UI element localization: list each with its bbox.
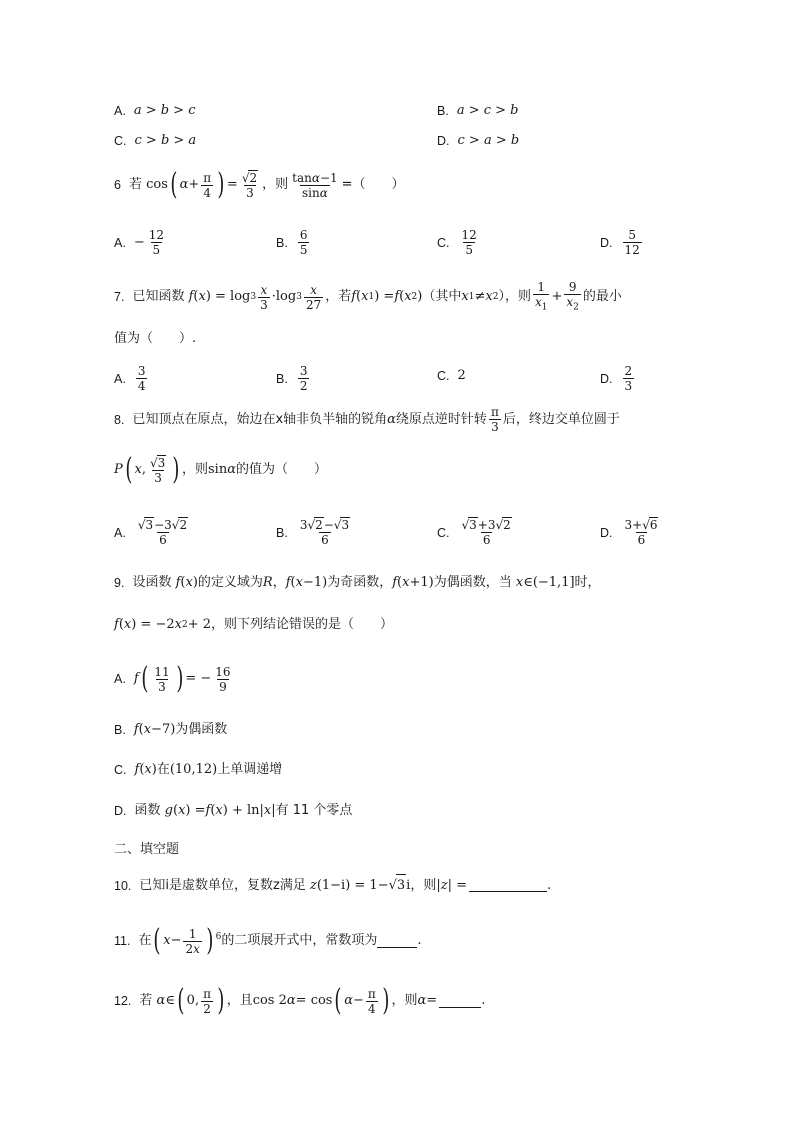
question-9: 9. 设函数 f ( x ) 的定义域为 R ， f ( x −1) 为奇函数， f ( x +1) 为偶函数，当 x ∈(−1,1] 时， — [114, 575, 601, 590]
question-8-cont: P ( x , $\frac{√3}{3}$ ) ，则 sin α 的值为（ ） — [114, 452, 327, 487]
question-8: 8. 已知顶点在原点，始边在x轴非负半轴的锐角 α 绕原点逆时针转 $\frac{\pi}{3}$ 后，终边交单位圆于 — [114, 405, 620, 434]
q11-answer-blank[interactable] — [377, 935, 417, 948]
question-11: 11. 在 ( x − $\frac{1}{2x}$ ) $^6$ 的二项展开式中，常数项为 . — [114, 923, 422, 958]
q6-option-b: B. $\frac{6}{5}$ — [276, 228, 308, 257]
q7-option-c: C. 2 — [437, 368, 466, 383]
question-7: 7. 已知函数 f ( x ) = log 3 $\frac{x}{3}$ ·log 3 $\frac{x}{27}$ ，若 f ( x 1 ) = f ( x 2 ) （其中 x 1 ≠ x 2 ），则 $\frac{1}{x_1}$ + $\frac{9}{x_2}$ 的最小 — [114, 280, 622, 313]
q8-option-a: A. $\frac{√3-3√2}{6}$ — [114, 518, 188, 547]
q6-option-d: D. $\frac{5}{12}$ — [600, 228, 640, 257]
q5-option-c: C. c > b > a — [114, 133, 197, 148]
q8-option-b: B. $\frac{3√2-√3}{6}$ — [276, 518, 350, 547]
question-9-cont: f ( x ) = −2 x 2 + 2 ，则下列结论错误的是（ ） — [114, 617, 394, 632]
q5-option-a: A. a > b > c — [114, 103, 196, 118]
q12-answer-blank[interactable] — [439, 995, 481, 1008]
q7-option-b: B. $\frac{3}{2}$ — [276, 364, 308, 393]
q9-option-c: C. f ( x ) 在 (10,12) 上单调递增 — [114, 762, 283, 777]
question-7-cont: 值为（ ）. — [114, 331, 197, 346]
q9-option-a: A. f ( $\frac{11}{3}$ ) = − $\frac{16}{9}$ — [114, 661, 231, 696]
q8-option-c: C. $\frac{√3+3√2}{6}$ — [437, 518, 511, 547]
question-10: 10. 已知i是虚数单位，复数z满足 z (1−i) = 1−√ 3 i ，则 | z | = . — [114, 874, 551, 897]
q5-option-d: D. c > a > b — [437, 133, 520, 148]
q9-option-b: B. f ( x −7) 为偶函数 — [114, 722, 228, 737]
section-title-fill-in: 二、填空题 — [114, 842, 180, 857]
q6-option-a: A. − $\frac{12}{5}$ — [114, 228, 164, 257]
question-12: 12. 若 α ∈ ( 0, $\frac{\pi}{2}$ ) ，且 cos 2 α = cos ( α − $\frac{\pi}{4}$ ) ，则 α = . — [114, 983, 486, 1018]
question-6: 6 若 cos ( α + $\frac{\pi}{4}$ ) = $\frac{√2}{3}$ ，则 $\frac{\tan\alpha-1}{\sin\alpha}$ =（ ） — [114, 167, 405, 202]
q10-answer-blank[interactable] — [469, 879, 547, 892]
q8-option-d: D. $\frac{3+√6}{6}$ — [600, 518, 658, 547]
q7-option-d: D. $\frac{2}{3}$ — [600, 364, 633, 393]
q9-option-d: D. 函数 g ( x ) = f ( x ) + ln| x | 有 11 个零点 — [114, 803, 353, 818]
q7-option-a: A. $\frac{3}{4}$ — [114, 364, 146, 393]
q5-option-b: B. a > c > b — [437, 103, 519, 118]
q6-option-c: C. $\frac{12}{5}$ — [437, 228, 477, 257]
